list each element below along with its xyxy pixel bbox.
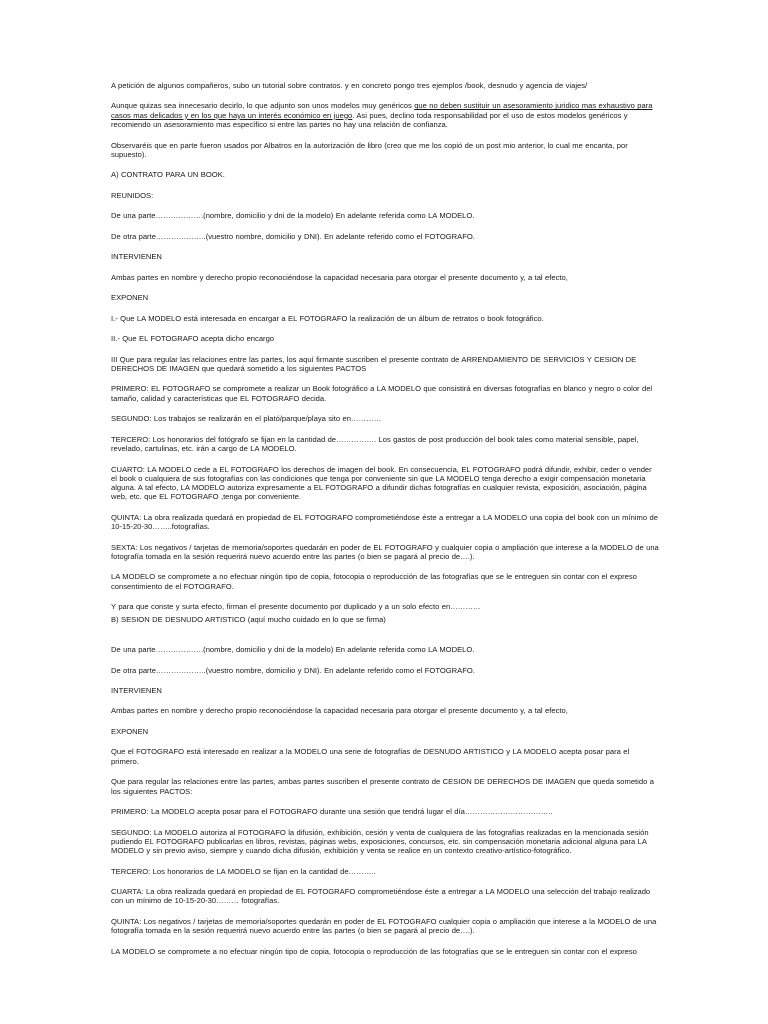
section-a-segundo: SEGUNDO: Los trabajos se realizarán en el plató/parque/playa sito en…………: [111, 414, 382, 424]
section-a-clause-iii: III Que para regular las relaciones entre las partes, los aquí firmante suscriben el presente contrato de ARRENDAMIENTO DE SERVICIOS Y CESION DE DERECHOS DE IMAGEN que quedará sometido a los siguientes PACTOS: [111, 354, 637, 373]
section-b-parte-modelo: De una parte……………….(nombre, domicilio y dni de la modelo) En adelante referida como LA MODELO.: [111, 645, 475, 655]
section-a-cuarto: CUARTO: LA MODELO cede a EL FOTOGRAFO los derechos de imagen del book. En consecuencia, EL FOTOGRAFO podrá difundir, exhibir, ceder o vender el book o cualquiera de sus fotografías con las condiciones que tenga por conveniente sin que LA MODELO tenga derecho a exigir compensación monetaria alguna. A tal efecto, LA MODELO autoriza expresamente a EL FOTOGRAFO a difundir dichas fotografías en cualquier revista, exposición, asociación, página web, etc. que EL FOTOGRAFO ,tenga por conveniente.: [111, 464, 652, 502]
section-a-ambas-partes: Ambas partes en nombre y derecho propio reconociéndose la capacidad necesaria para otorgar el presente documento y, a tal efecto,: [111, 272, 568, 282]
section-a-clause-i: I.- Que LA MODELO está interesada en encargar a EL FOTOGRAFO la realización de un álbum de retratos o book fotográfico.: [111, 313, 544, 323]
section-a-quinta: QUINTA: La obra realizada quedará en propiedad de EL FOTOGRAFO comprometiéndose éste a entregar a LA MODELO una copia del book con un mínimo de 10-15-20-30……..fotografías.: [111, 512, 658, 532]
disclaimer-text-end: . Asi pues, declino toda responsabilidad por el uso de estos modelos genéricos y recomiendo un asesoramiento mas específico si entre las partes no hay una relación de confianza.: [111, 110, 628, 130]
section-b-intervienen: INTERVIENEN: [111, 686, 162, 695]
section-b-quinta: QUINTA: Los negativos / tarjetas de memoria/soportes quedarán en poder de EL FOTOGRAFO cualquier copia o ampliación que interese a la MODELO de una fotografía tomada en la sesión requerirá nuevo acuerdo entre las partes (o bien se pagará al precio de….).: [111, 916, 657, 936]
section-b-tercero: TERCERO: Los honorarios de LA MODELO se fijan en la cantidad de………..: [111, 866, 376, 876]
section-a-parte-fotografo: De otra parte………………..(vuestro nombre, domicilio y DNI). En adelante referido como el FOTOGRAFO.: [111, 231, 475, 241]
section-b-exponen: EXPONEN: [111, 726, 149, 736]
section-b-parte-fotografo: De otra parte………………..(vuestro nombre, domicilio y DNI). En adelante referido como el FOTOGRAFO.: [111, 665, 475, 675]
section-b-que-regular: Que para regular las relaciones entre las partes, ambas partes suscriben el presente contrato de CESION DE DERECHOS DE IMAGEN que queda sometido a los siguientes PACTOS:: [111, 777, 654, 796]
section-a-exponen: EXPONEN: [111, 293, 149, 303]
section-b-segundo: SEGUNDO: La MODELO autoriza al FOTOGRAFO la difusión, exhibición, cesión y venta de cualquiera de las fotografías realizadas en la mencionada sesión pudiendo EL FOTOGRAFO publicarlas en libros, revistas, páginas webs, exposiciones, concursos, etc. sin compensación monetaria adicional alguna para LA MODELO y sin previo aviso, siempre y cuando dicha difusión, exhibición y venta se realice en un contexto creativo-artístico-fotográfico.: [111, 827, 649, 856]
section-a-conste: Y para que conste y surta efecto, firman el presente documento por duplicado y a un solo efecto en…………: [111, 602, 481, 612]
disclaimer-paragraph: [111, 101, 659, 129]
document-body: [111, 81, 659, 967]
spacer: [111, 635, 659, 645]
section-b-primero: PRIMERO: La MODELO acepta posar para el FOTOGRAFO durante una sesión que tendrá lugar el día……………………………..: [111, 807, 553, 817]
section-a-sexta: SEXTA: Los negativos / tarjetas de memoria/soportes quedarán en poder de EL FOTOGRAFO y cualquier copia o ampliación que interese a la MODELO de una fotografía tomada en la sesión requerirá nuevo acuerdo entre las partes (o bien se pagará al precio de….).: [111, 542, 659, 561]
note-paragraph: Observaréis que en parte fueron usados por Albatros en la autorización de libro (creo que me los copió de un post mio anterior, lo cual me encanta, por supuesto).: [111, 140, 628, 159]
section-a-title: A) CONTRATO PARA UN BOOK.: [111, 170, 225, 180]
section-a-tercero: TERCERO: Los honorarios del fotógrafo se fijan en la cantidad de……………. Los gastos de post producción del book tales como material sensible, papel, revelado, cartulinas, etc. irán a cargo de LA MODELO.: [111, 434, 639, 454]
section-a-reunidos: REUNIDOS:: [111, 190, 154, 200]
disclaimer-text-start: Aunque quizas sea innecesario decirlo, lo que adjunto son unos modelos muy genéricos: [111, 101, 415, 111]
section-b-cuarta: CUARTA: La obra realizada quedará en propiedad de EL FOTOGRAFO comprometiéndose éste a entregar a LA MODELO una selección del trabajo realizado con un mínimo de 10-15-20-30……… fotografías.: [111, 887, 651, 906]
section-a-intervienen: INTERVIENEN: [111, 252, 162, 262]
section-b-title: B) SESION DE DESNUDO ARTISTICO (aquí mucho cuidado en lo que se firma): [111, 614, 386, 624]
section-a-primero: PRIMERO: EL FOTOGRAFO se compromete a realizar un Book fotográfico a LA MODELO que consistirá en diversas fotografías en blanco y negro o color del tamaño, calidad y características que EL FOTOGRAFO decida.: [111, 384, 653, 403]
section-b-compromiso: LA MODELO se compromete a no efectuar ningún tipo de copia, fotocopia o reproducción de las fotografías que se le entreguen sin contar con el expreso: [111, 946, 637, 956]
section-b-que-interesado: Que el FOTOGRAFO está interesado en realizar a la MODELO una serie de fotografías de DESNUDO ARTISTICO y LA MODELO acepta posar para el primero.: [111, 747, 630, 766]
section-a-compromiso: LA MODELO se compromete a no efectuar ningún tipo de copia, fotocopia o reproducción de las fotografías que se le entreguen sin contar con el expreso consentimiento de el FOTOGRAFO.: [111, 572, 637, 591]
section-b-ambas-partes: Ambas partes en nombre y derecho propio reconociéndose la capacidad necesaria para otorgar el presente documento y, a tal efecto,: [111, 706, 568, 716]
disclaimer-underlined-text: que no deben sustituir un asesoramiento juridico mas exhaustivo para casos mas delicados y en los que haya un interés económico en juego: [111, 101, 653, 120]
section-a-parte-modelo: De una parte……………….(nombre, domicilio y dni de la modelo) En adelante referida como LA MODELO.: [111, 211, 475, 221]
intro-paragraph: A petición de algunos compañeros, subo un tutorial sobre contratos. y en concreto pongo tres ejemplos /book, desnudo y agencia de viajes/: [111, 81, 588, 90]
section-a-clause-ii: II.- Que EL FOTOGRAFO acepta dicho encargo: [111, 334, 275, 344]
